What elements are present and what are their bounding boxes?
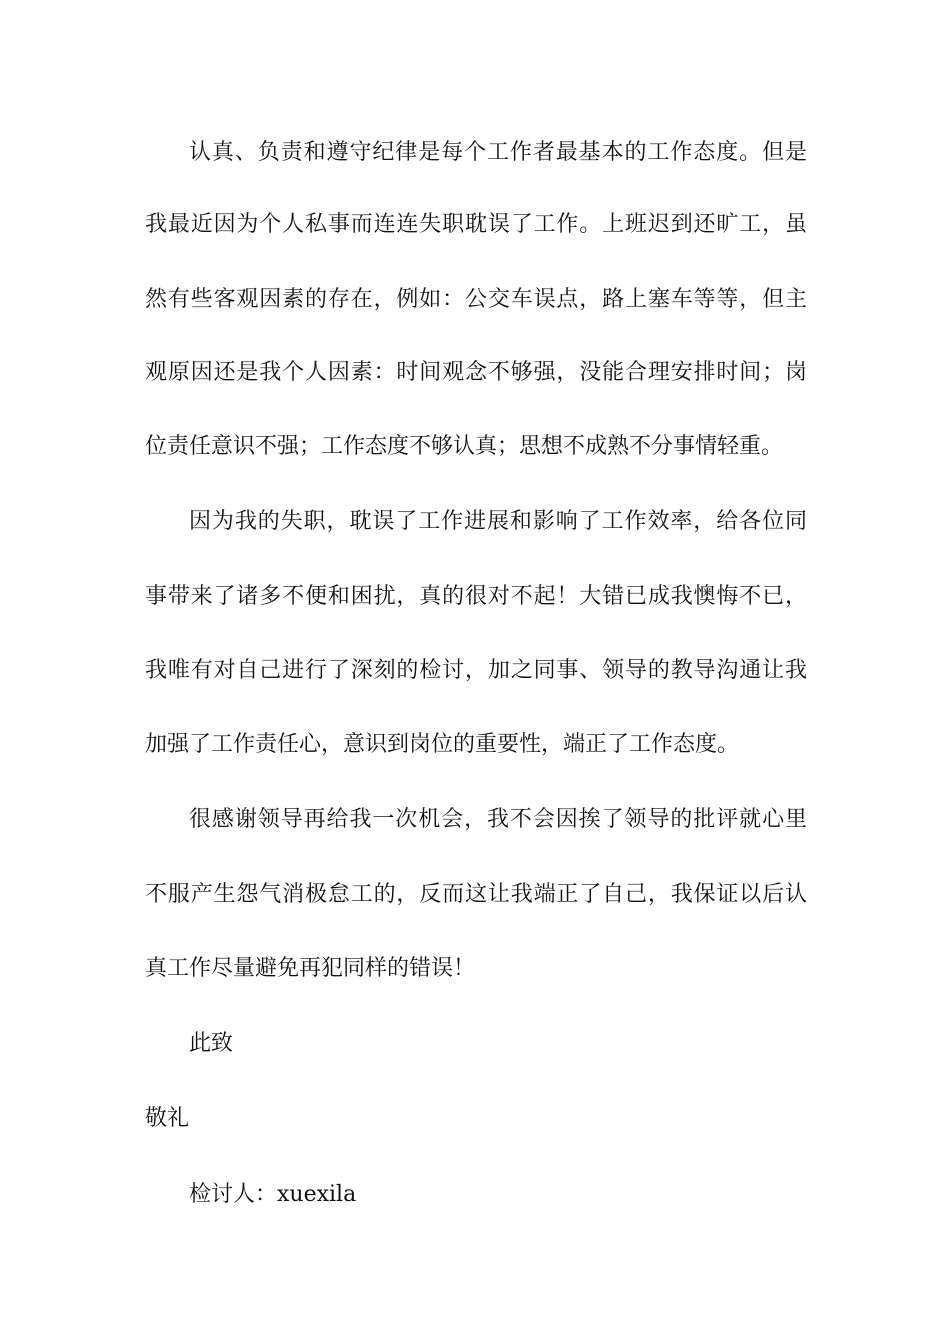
paragraph-3-line-3: 真工作尽量避免再犯同样的错误！ bbox=[145, 956, 476, 981]
paragraph-2-line-2: 事带来了诸多不便和困扰，真的很对不起！大错已成我懊悔不已， bbox=[145, 584, 807, 609]
paragraph-3-line-2: 不服产生怨气消极怠工的，反而这让我端正了自己，我保证以后认 bbox=[145, 882, 807, 907]
paragraph-2-line-1: 因为我的失职，耽误了工作进展和影响了工作效率，给各位同 bbox=[189, 509, 807, 534]
paragraph-2-line-4: 加强了工作责任心，意识到岗位的重要性，端正了工作态度。 bbox=[145, 732, 740, 757]
paragraph-1-line-3: 然有些客观因素的存在，例如：公交车误点，路上塞车等等，但主 bbox=[145, 287, 807, 312]
signature-line: 检讨人：xuexila bbox=[189, 1182, 357, 1207]
closing-salutation: 此致 bbox=[189, 1031, 234, 1056]
paragraph-3-line-1: 很感谢领导再给我一次机会，我不会因挨了领导的批评就心里 bbox=[189, 807, 807, 832]
paragraph-1-line-1: 认真、负责和遵守纪律是每个工作者最基本的工作态度。但是 bbox=[189, 140, 807, 165]
closing-regards: 敬礼 bbox=[145, 1106, 190, 1131]
paragraph-2-line-3: 我唯有对自己进行了深刻的检讨，加之同事、领导的教导沟通让我 bbox=[145, 658, 807, 683]
paragraph-1-line-2: 我最近因为个人私事而连连失职耽误了工作。上班迟到还旷工，虽 bbox=[145, 212, 807, 237]
paragraph-1-line-5: 位责任意识不强；工作态度不够认真；思想不成熟不分事情轻重。 bbox=[145, 434, 784, 459]
paragraph-1-line-4: 观原因还是我个人因素：时间观念不够强，没能合理安排时间；岗 bbox=[145, 360, 807, 385]
